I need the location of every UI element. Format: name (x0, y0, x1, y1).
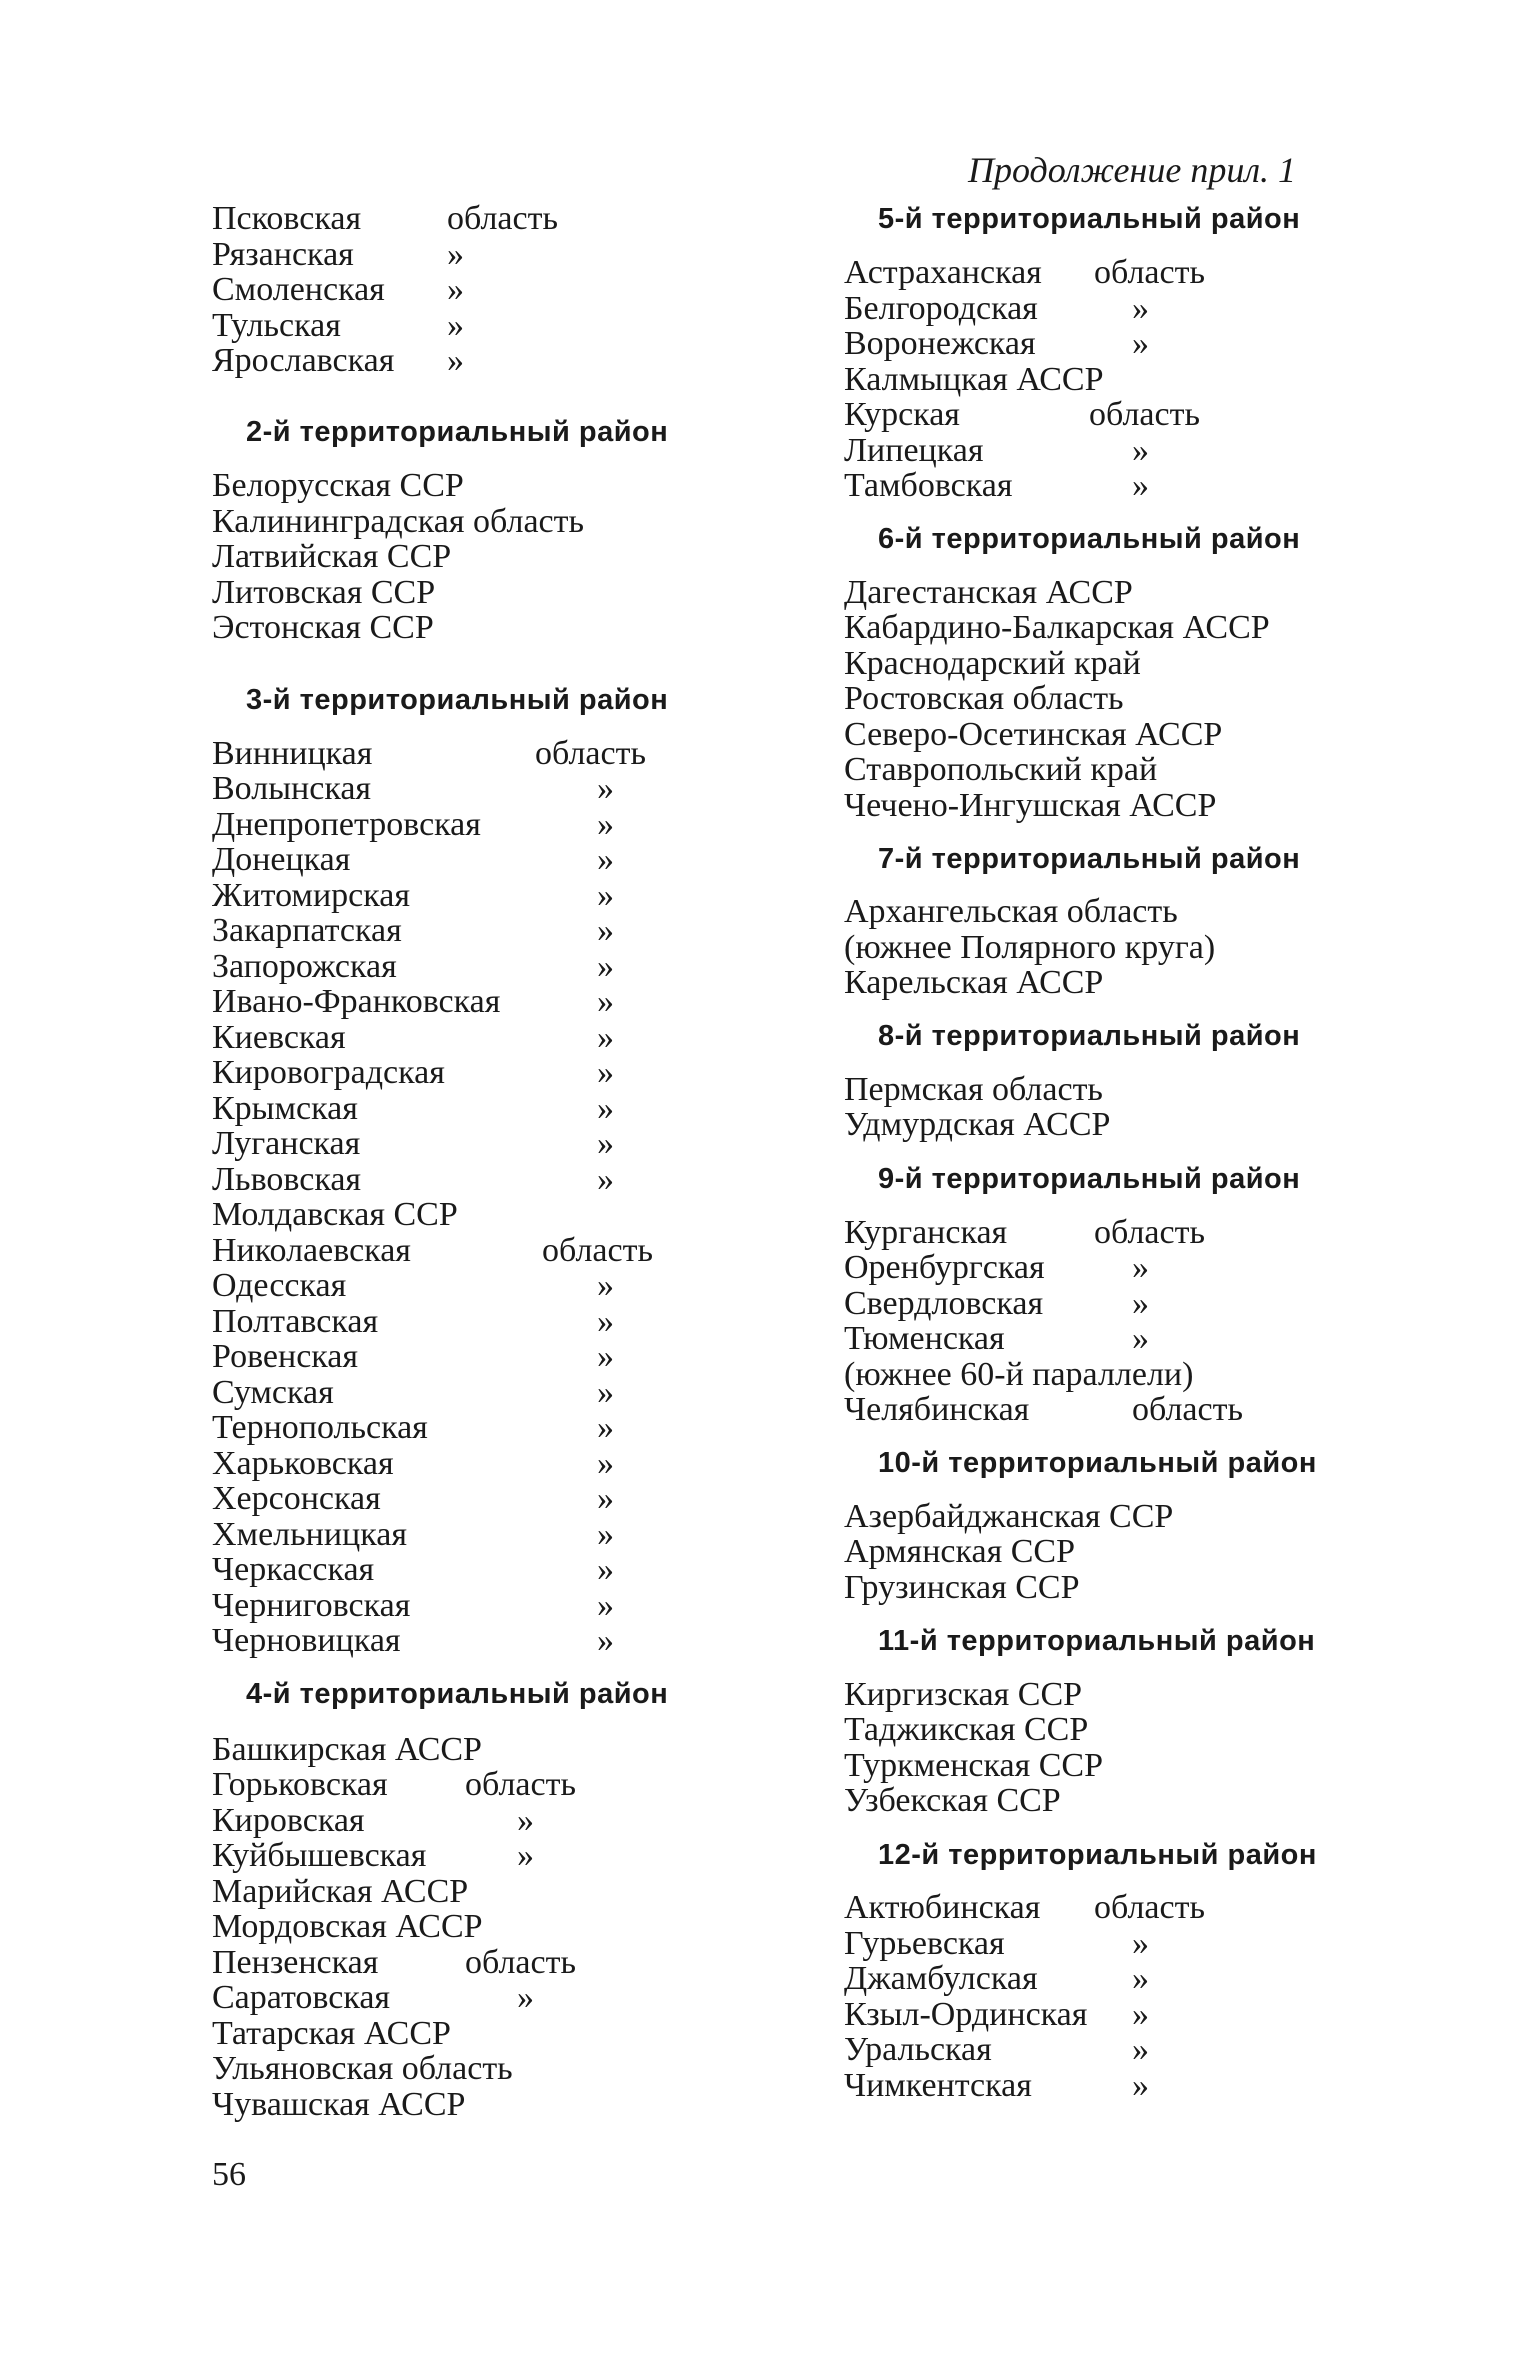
region-name: Ярославская (212, 342, 395, 379)
region-type: » (517, 1979, 534, 2016)
running-head: Продолжение прил. 1 (968, 150, 1297, 190)
region-type: » (447, 271, 464, 308)
region-name: Кировоградская (212, 1054, 445, 1091)
region-name: Джамбулская (844, 1960, 1038, 1997)
region-name: Херсонская (212, 1480, 381, 1517)
region-type: » (597, 1338, 614, 1375)
region-type: » (597, 1587, 614, 1624)
region-name: Ростовская область (844, 680, 1124, 717)
region-type: » (1132, 432, 1149, 469)
page-number: 56 (212, 2156, 246, 2193)
region-type: » (447, 236, 464, 273)
district-heading: 10-й территориальный район (878, 1447, 1317, 1479)
region-type: » (597, 1480, 614, 1517)
region-type: » (1132, 325, 1149, 362)
region-name: (южнее Полярного круга) (844, 929, 1216, 966)
region-name: Куйбышевская (212, 1837, 427, 1874)
region-name: Донецкая (212, 841, 351, 878)
region-type: » (1132, 1320, 1149, 1357)
region-name: Ставропольский край (844, 751, 1158, 788)
region-name: Кировская (212, 1802, 365, 1839)
region-type: область (465, 1766, 576, 1803)
region-name: Мордовская АССР (212, 1908, 483, 1945)
region-type: » (1132, 1249, 1149, 1286)
region-type: » (1132, 290, 1149, 327)
district-heading: 8-й территориальный район (878, 1020, 1301, 1052)
region-name: Волынская (212, 770, 372, 807)
region-name: Уральская (844, 2031, 992, 2068)
region-type: » (597, 1409, 614, 1446)
region-name: Пензенская (212, 1944, 379, 1981)
region-name: Одесская (212, 1267, 347, 1304)
region-type: » (1132, 2031, 1149, 2068)
region-name: Астраханская (844, 254, 1042, 291)
region-name: Хмельницкая (212, 1516, 407, 1553)
region-type: » (1132, 2067, 1149, 2104)
region-name: Туркменская ССР (844, 1747, 1103, 1784)
region-name: Азербайджанская ССР (844, 1498, 1174, 1535)
region-name: Таджикская ССР (844, 1711, 1089, 1748)
region-name: Крымская (212, 1090, 358, 1127)
region-name: Тернопольская (212, 1409, 428, 1446)
region-name: Калмыцкая АССР (844, 361, 1104, 398)
district-heading: 4-й территориальный район (246, 1678, 669, 1710)
region-name: Чимкентская (844, 2067, 1032, 2104)
region-type: » (597, 841, 614, 878)
region-type: область (1094, 1214, 1205, 1251)
region-name: Дагестанская АССР (844, 574, 1133, 611)
region-name: Литовская ССР (212, 574, 436, 611)
region-name: Закарпатская (212, 912, 402, 949)
region-name: Ровенская (212, 1338, 359, 1375)
region-name: Калининградская область (212, 503, 584, 540)
region-type: » (447, 342, 464, 379)
region-name: Удмурдская АССР (844, 1106, 1111, 1143)
region-type: » (517, 1802, 534, 1839)
district-heading: 11-й территориальный район (878, 1625, 1316, 1657)
region-name: Винницкая (212, 735, 373, 772)
region-type: область (542, 1232, 653, 1269)
region-name: Саратовская (212, 1979, 391, 2016)
district-heading: 7-й территориальный район (878, 843, 1301, 875)
district-heading: 2-й территориальный район (246, 416, 669, 448)
region-name: Гурьевская (844, 1925, 1005, 1962)
region-name: Кабардино-Балкарская АССР (844, 609, 1270, 646)
region-type: » (597, 912, 614, 949)
region-name: Киевская (212, 1019, 346, 1056)
region-name: Липецкая (844, 432, 984, 469)
region-name: Архангельская область (844, 893, 1178, 930)
region-name: Чечено-Ингушская АССР (844, 787, 1217, 824)
region-name: Харьковская (212, 1445, 394, 1482)
region-name: Свердловская (844, 1285, 1044, 1322)
region-name: Оренбургская (844, 1249, 1045, 1286)
region-name: Курганская (844, 1214, 1008, 1251)
region-name: Тамбовская (844, 467, 1013, 504)
region-name: Черновицкая (212, 1622, 401, 1659)
region-type: область (447, 200, 558, 237)
region-type: » (1132, 1960, 1149, 1997)
region-name: Черкасская (212, 1551, 375, 1588)
region-name: Черниговская (212, 1587, 411, 1624)
region-name: Тюменская (844, 1320, 1005, 1357)
region-type: область (1094, 254, 1205, 291)
region-type: область (535, 735, 646, 772)
region-type: » (597, 1303, 614, 1340)
region-name: Кзыл-Ординская (844, 1996, 1088, 2033)
region-type: » (597, 1445, 614, 1482)
region-name: Ивано-Франковская (212, 983, 501, 1020)
region-name: Луганская (212, 1125, 361, 1162)
district-heading: 9-й территориальный район (878, 1163, 1301, 1195)
district-heading: 5-й территориальный район (878, 203, 1301, 235)
district-heading: 12-й территориальный район (878, 1839, 1317, 1871)
region-name: Запорожская (212, 948, 397, 985)
region-name: Узбекская ССР (844, 1782, 1061, 1819)
region-name: Горьковская (212, 1766, 388, 1803)
region-name: Николаевская (212, 1232, 411, 1269)
region-name: Актюбинская (844, 1889, 1041, 1926)
region-name: Чувашская АССР (212, 2086, 466, 2123)
region-type: область (465, 1944, 576, 1981)
region-type: » (597, 1374, 614, 1411)
region-name: Житомирская (212, 877, 410, 914)
district-heading: 6-й территориальный район (878, 523, 1301, 555)
region-type: область (1094, 1889, 1205, 1926)
region-type: » (1132, 1996, 1149, 2033)
region-name: Грузинская ССР (844, 1569, 1080, 1606)
region-type: » (597, 1516, 614, 1553)
region-name: Смоленская (212, 271, 385, 308)
region-name: Северо-Осетинская АССР (844, 716, 1223, 753)
region-name: Армянская ССР (844, 1533, 1075, 1570)
region-name: Молдавская ССР (212, 1196, 458, 1233)
district-heading: 3-й территориальный район (246, 684, 669, 716)
region-name: Сумская (212, 1374, 334, 1411)
region-name: Карельская АССР (844, 964, 1104, 1001)
region-type: » (597, 1125, 614, 1162)
region-type: » (597, 1054, 614, 1091)
region-type: » (517, 1837, 534, 1874)
region-type: область (1132, 1391, 1243, 1428)
region-name: Белгородская (844, 290, 1038, 327)
region-type: » (597, 1551, 614, 1588)
region-name: Киргизская ССР (844, 1676, 1083, 1713)
region-name: Днепропетровская (212, 806, 481, 843)
region-name: Пермская область (844, 1071, 1103, 1108)
region-name: Эстонская ССР (212, 609, 434, 646)
region-type: » (597, 877, 614, 914)
region-name: Полтавская (212, 1303, 379, 1340)
region-name: Ульяновская область (212, 2050, 513, 2087)
region-name: Латвийская ССР (212, 538, 452, 575)
region-type: » (597, 1622, 614, 1659)
region-name: Татарская АССР (212, 2015, 451, 2052)
region-type: » (597, 1019, 614, 1056)
region-name: Воронежская (844, 325, 1036, 362)
region-type: » (597, 806, 614, 843)
region-name: Курская (844, 396, 960, 433)
region-type: » (597, 948, 614, 985)
region-type: область (1089, 396, 1200, 433)
region-type: » (1132, 1925, 1149, 1962)
region-name: Псковская (212, 200, 362, 237)
region-type: » (597, 1267, 614, 1304)
region-name: (южнее 60-й параллели) (844, 1356, 1194, 1393)
region-name: Башкирская АССР (212, 1731, 482, 1768)
region-type: » (597, 1090, 614, 1127)
region-name: Марийская АССР (212, 1873, 469, 1910)
region-type: » (1132, 1285, 1149, 1322)
region-name: Краснодарский край (844, 645, 1141, 682)
region-type: » (597, 1161, 614, 1198)
region-name: Белорусская ССР (212, 467, 464, 504)
region-name: Челябинская (844, 1391, 1030, 1428)
region-type: » (447, 307, 464, 344)
region-type: » (597, 770, 614, 807)
region-name: Тульская (212, 307, 341, 344)
region-name: Львовская (212, 1161, 362, 1198)
region-name: Рязанская (212, 236, 354, 273)
region-type: » (597, 983, 614, 1020)
region-type: » (1132, 467, 1149, 504)
